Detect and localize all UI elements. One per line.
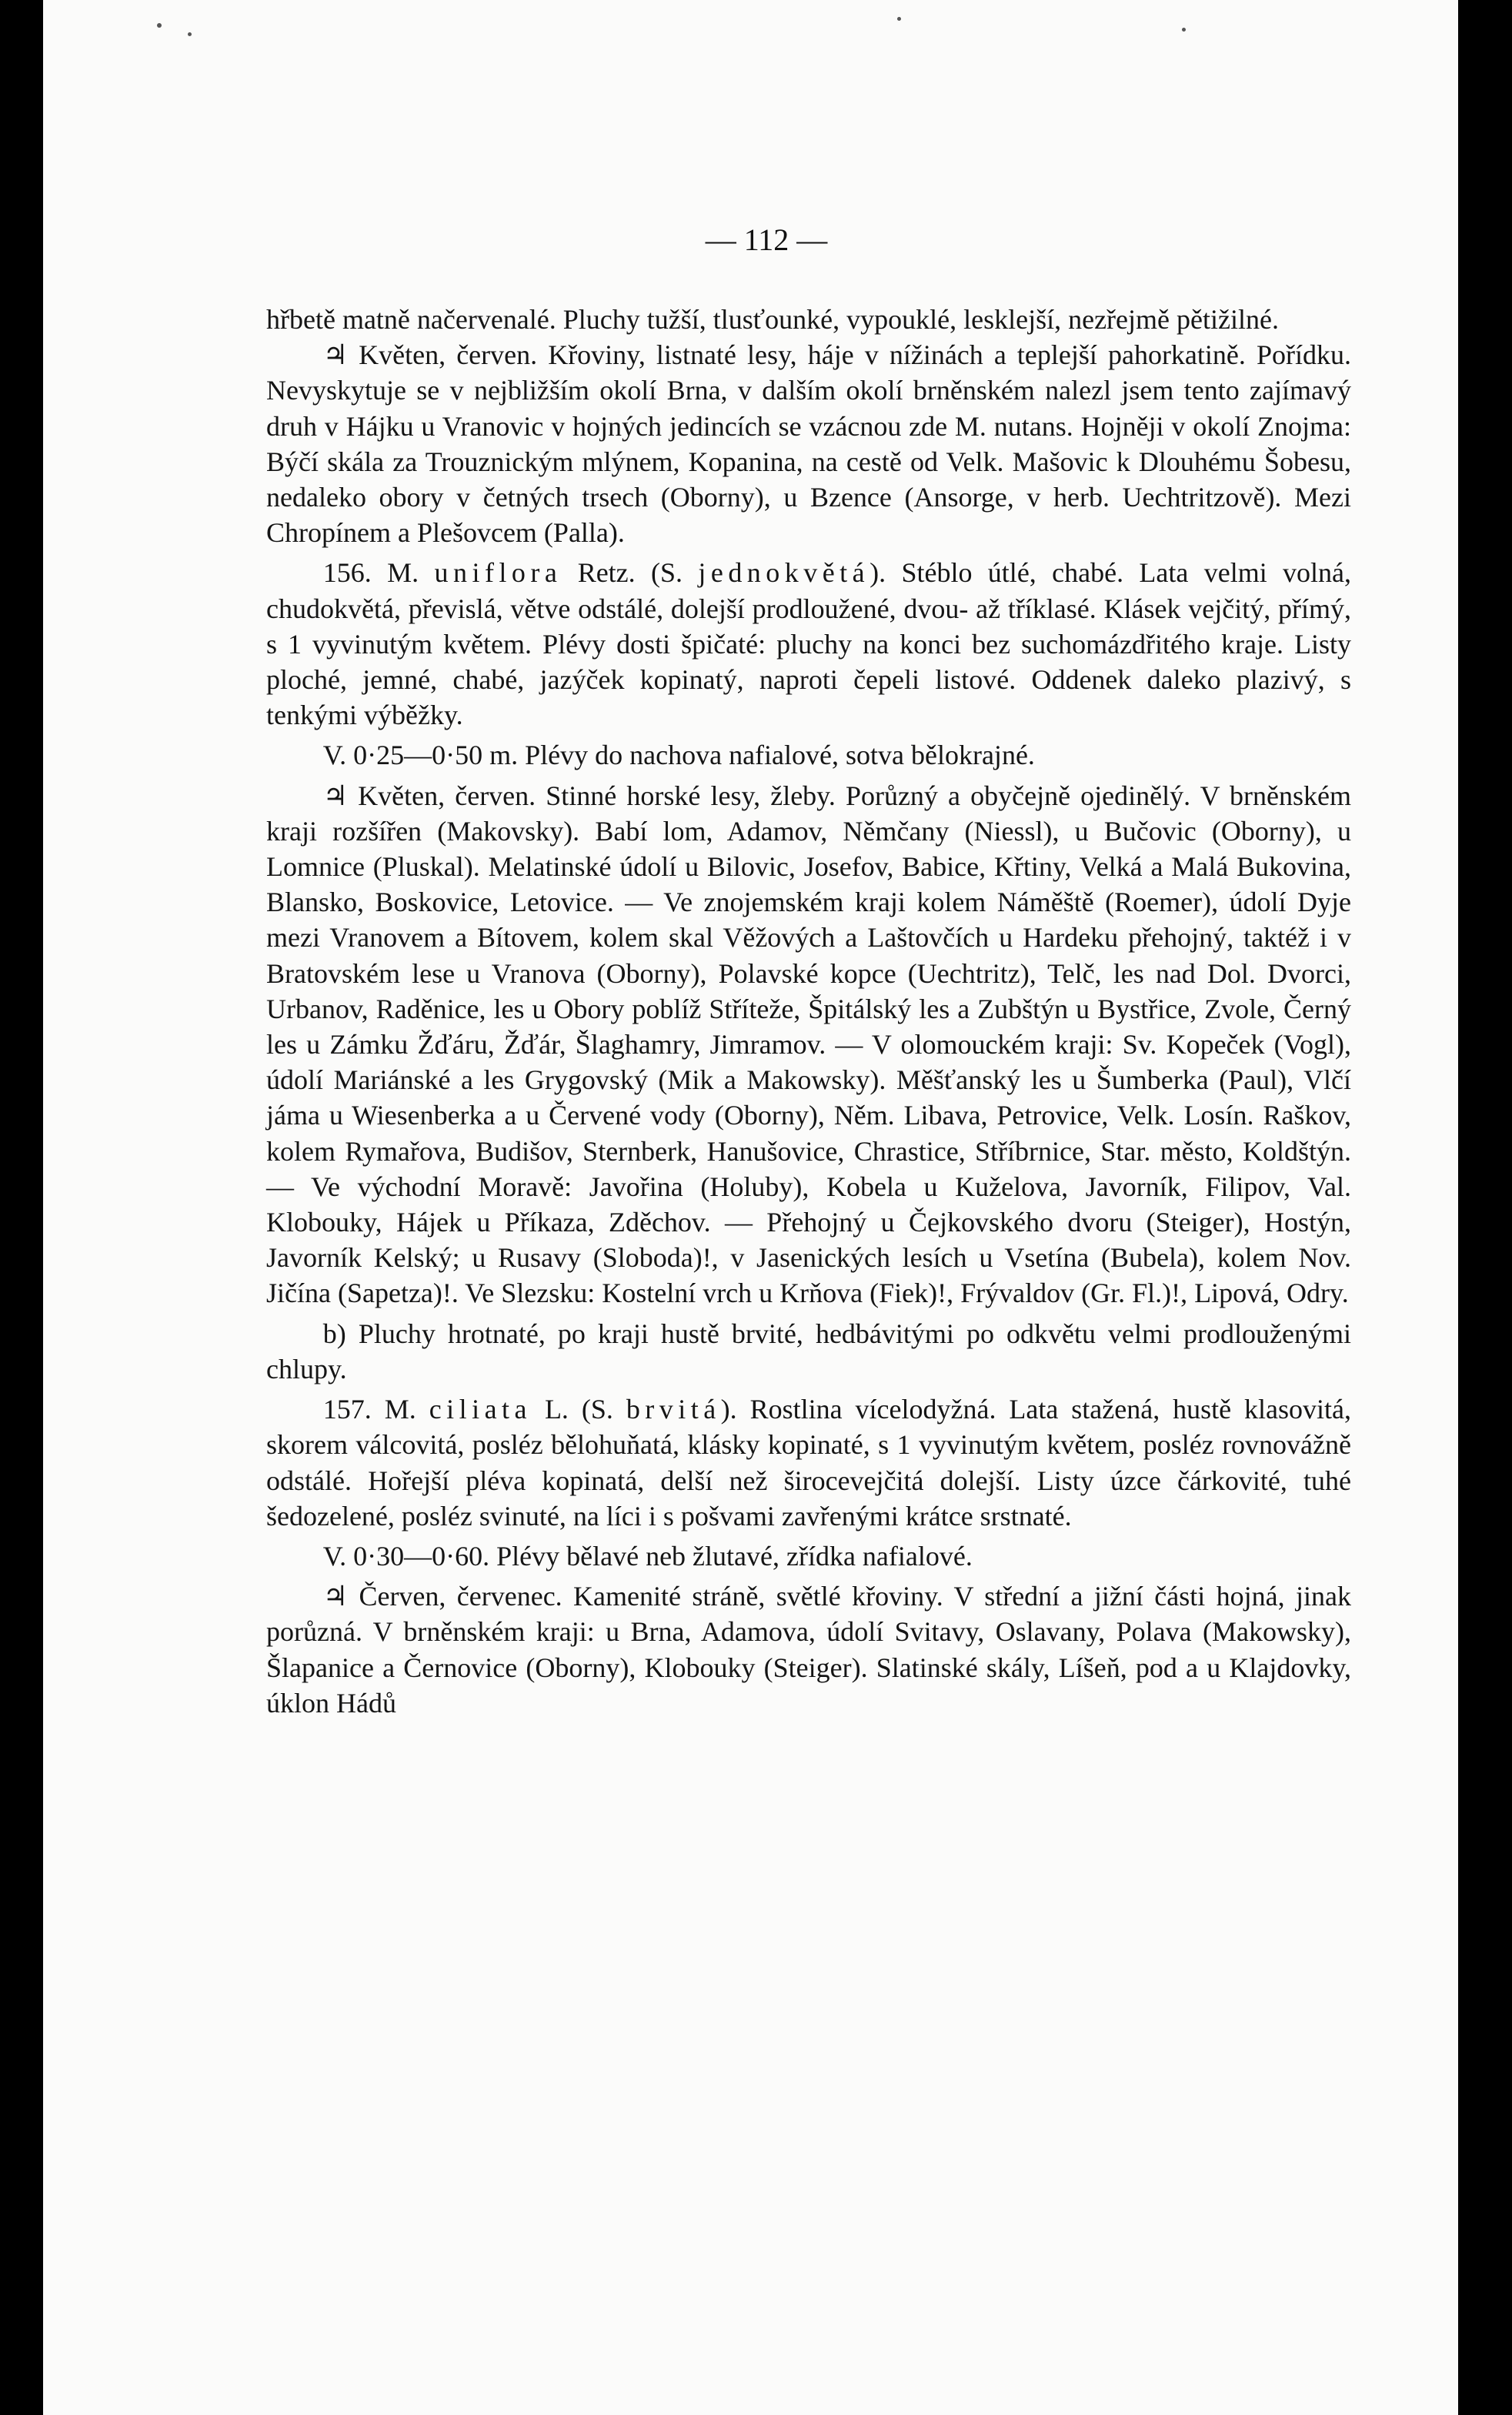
page xyxy=(43,0,1490,2415)
scan-speck xyxy=(157,23,162,28)
scan-speck xyxy=(188,32,192,36)
species-name: uniflora xyxy=(434,557,562,589)
page-number: — 112 — xyxy=(705,222,828,257)
paragraph: ♃ Červen, červenec. Kamenité stráně, světlé křoviny. V střední a jižní části hojná, jinak porůzná. V brněnském kraji: u Brna, Adamova, údolí Svitavy, Oslavany, Polava (Makowsky), Šlapanice a Černovice (Oborny), Klobouky (Steiger). Slatinské skály, Líšeň, pod a u Klajdovky, úklon Hádů xyxy=(266,1581,1351,1719)
paragraph: ♃ Květen, červen. Křoviny, listnaté lesy, háje v nížinách a teplejší pahorkatině. Pořídku. Nevyskytuje se v nejbližším okolí Brna, v dalším okolí brněnském nalezl jsem tento zajímavý druh v Hájku u Vranovic v hojných jedincích se vzácnou zde M. nutans. Hojněji v okolí Znojma: Býčí skála za Trouznickým mlýnem, Kopanina, na cestě od Velk. Mašovic k Dlouhému Šobesu, nedaleko obory v četných trsech (Oborny), u Bzence (Ansorge, v herb. Uechtritzově). Mezi Chropínem a Plešovcem (Palla). xyxy=(266,339,1351,549)
species-czech-name: brvitá xyxy=(626,1394,721,1425)
section-heading: b) Pluchy hrotnaté, po kraji hustě brvité, hedbávitými po odkvětu velmi prodlouženými chlupy. xyxy=(266,1318,1351,1385)
paragraph: V. 0·25—0·50 m. Plévy do nachova nafialové, sotva bělokrajné. xyxy=(322,740,1035,771)
paragraph: V. 0·30—0·60. Plévy bělavé neb žlutavé, zřídka nafialové. xyxy=(322,1540,973,1572)
paragraph: hřbetě matně načervenalé. Pluchy tužší, tlusťounké, vypouklé, lesklejší, nezřejmě pětižilné. xyxy=(266,304,1279,335)
scan-border xyxy=(1458,0,1512,2415)
species-157: 157. M. ciliata L. (S. brvitá). Rostlina vícelodyžná. Lata stažená, hustě klasovitá, skorem válcovitá, posléz bělohuňatá, klásky kopinaté, s 1 vyvinutým květem, posléz rovnovážně odstálé. Hořejší pléva kopinatá, delší než širocevejčitá dolejší. Listy úzce čárkovité, tuhé šedozelené, posléz svinuté, na líci i s pošvami zavřenými krátce srstnaté. xyxy=(266,1394,1352,1532)
paragraph: ♃ Květen, červen. Stinné horské lesy, žleby. Porůzný a obyčejně ojediněl‍ý. V brněnském kraji rozšířen (Makovsky). Babí lom, Adamov, Němčany (Niessl), u Bučovic (Oborny), u Lomnice (Pluskal). Melatinské údolí u Bilovic, Josefov, Babice, Křtiny, Velká a Malá Bukovina, Blansko, Boskovice, Letovice. — Ve znojemském kraji kolem Náměště (Roemer), údolí Dyje mezi Vranovem a Bítovem, kolem skal Věžových a Laštovčích u Hardeku přehojný, taktéž i v Bratovském lese u Vranova (Oborny), Polavské kopce (Uechtritz), Telč, les nad Dol. Dvorci, Urbanov, Raděnice, les u Obory poblíž Stříteže, Špitálský les a Zubštýn u Bystřice, Zvole, Černý les u Zámku Žďáru, Žďár, Šlaghamry, Jimramov. — V olomouckém kraji: Sv. Kopeček (Vogl), údolí Mariánské a les Grygovský (Mik a Makowsky). Měšťanský les u Šumberka (Paul), Vlčí jáma u Wiesenberka a u Červené vody (Oborny), Něm. Libava, Petrovice, Velk. Losín. Raškov, kolem Rymařova, Budišov, Sternberk, Hanušovice, Chrastice, Stříbrnice, Star. město, Koldštýn. — Ve východní Moravě: Javořina (Holuby), Kobela u Kuželova, Javorník, Filipov, Val. Klobouky, Hájek u Příkaza, Zděchov. — Přehojný u Čejkovského dvoru (Steiger), Hostýn, Javorník Kelský; u Rusavy (Sloboda)!, v Jasenických lesích u Vsetína (Bubela), kolem Nov. Jičína (Sapetza)!. Ve Slezsku: Kostelní vrch u Krňova (Fiek)!, Frývaldov (Gr. Fl.)!, Lipová, Odry. xyxy=(266,780,1351,1309)
species-name: ciliata xyxy=(429,1394,532,1425)
species-czech-name: jednokvětá xyxy=(698,557,870,589)
scan-speck xyxy=(897,17,901,21)
scan-speck xyxy=(1182,28,1186,32)
body-text xyxy=(266,302,1351,1721)
species-156: 156. M. uniflora Retz. (S. jednokvětá). Stéblo útlé, chabé. Lata velmi volná, chudokvětá, převislá, větve odstálé, dolejší prodloužené, dvou- až tříklasé. Klásek vejčitý, přímý, s 1 vyvinutým květem. Plévy dosti špičaté: pluchy na konci bez suchomázdřitého kraje. Listy ploché, jemné, chabé, jazýček kopinatý, naproti čepeli listové. Oddenek daleko plazivý, s tenkými výběžky. xyxy=(266,557,1352,731)
